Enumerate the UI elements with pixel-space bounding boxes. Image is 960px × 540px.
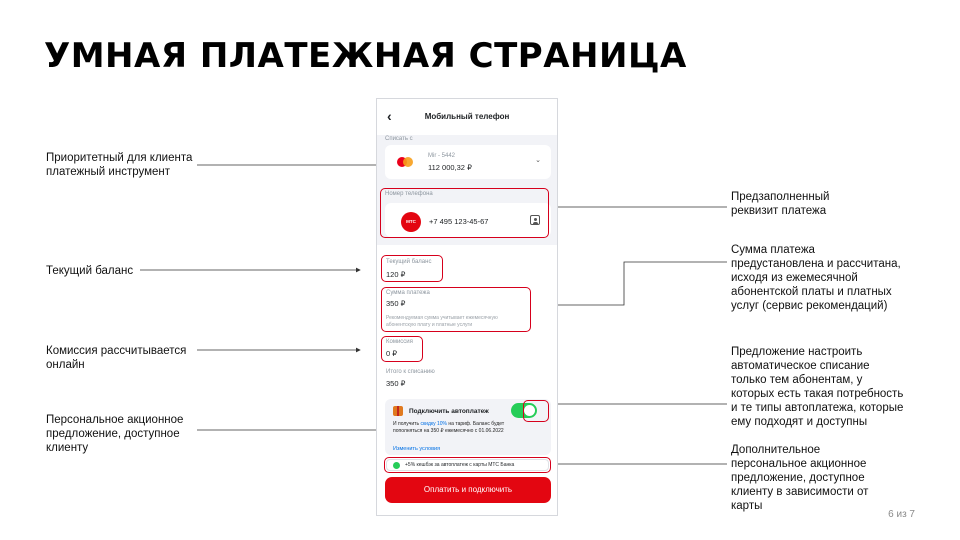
- autopay-text-end: на тариф. Баланс будет пополняться на 350 ₽ ежемесячно с 01.06.2022: [393, 421, 505, 434]
- chevron-left-icon[interactable]: ‹: [387, 108, 392, 124]
- commission-value: 0 ₽: [386, 349, 398, 358]
- discount-link[interactable]: скидку 10%: [420, 421, 448, 427]
- payment-amount-label: Сумма платежа: [386, 290, 430, 296]
- total-value: 350 ₽: [386, 379, 406, 388]
- phone-number-label: Номер телефона: [385, 191, 433, 197]
- phone-number-value: +7 495 123-45-67: [429, 217, 489, 226]
- payment-card-selector[interactable]: [385, 145, 551, 179]
- annotation-personal-offer: Персональное акционное предложение, доступное клиенту: [46, 414, 184, 454]
- gift-icon: [393, 406, 403, 416]
- highlight-balance: [381, 255, 443, 282]
- chevron-down-icon: ⌄: [535, 157, 541, 164]
- commission-label: Комиссия: [386, 339, 413, 345]
- balance-value: 120 ₽: [386, 270, 406, 279]
- highlight-payment-amount: [381, 287, 531, 332]
- autopay-text-start: И получить: [393, 421, 421, 427]
- connector-payment-amount: [534, 262, 727, 305]
- autopay-description: [393, 421, 525, 434]
- mastercard-icon: [397, 157, 413, 167]
- highlight-phone: [380, 188, 549, 238]
- pay-and-connect-button[interactable]: Оплатить и подключить: [385, 477, 551, 503]
- payment-amount-input[interactable]: 350 ₽: [386, 299, 406, 308]
- phone-screen: [376, 98, 558, 516]
- annotation-additional-offer: Дополнительное персональное акционное предложение, доступное клиенту в зависимости от карты: [731, 444, 869, 512]
- highlight-cashback: [384, 457, 551, 473]
- annotation-commission: Комиссия рассчитывается онлайн: [46, 345, 187, 371]
- highlight-commission: [381, 336, 423, 362]
- annotation-payment-amount: Сумма платежа предустановлена и рассчитана, исходя из ежемесячной абонентской платы и платных услуг (сервис рекомендаций): [731, 244, 901, 312]
- annotation-payment-instrument: Приоритетный для клиента платежный инструмент: [46, 152, 193, 178]
- annotation-prefilled-requisite: Предзаполненный реквизит платежа: [731, 191, 830, 217]
- card-name: Mir - 5442: [428, 153, 456, 159]
- page-number: 6 из 7: [888, 509, 915, 520]
- annotation-autopay-offer: Предложение настроить автоматическое списание только тем абонентам, у которых есть такая потребность и те типы автоплатежа, которые ему подходят и доступны: [731, 346, 904, 428]
- balance-label: Текущий баланс: [386, 259, 432, 265]
- annotation-current-balance: Текущий баланс: [46, 265, 134, 277]
- screen-title: Мобильный телефон: [424, 112, 510, 121]
- total-label: Итого к списанию: [386, 369, 435, 375]
- debit-from-label: Списать с: [385, 136, 413, 142]
- change-terms-link[interactable]: Изменить условия: [393, 446, 441, 452]
- payment-amount-hint: Рекомендуемая сумма учитывает ежемесячную абонентскую плату и платные услуги: [386, 315, 498, 328]
- autopay-title: Подключить автоплатеж: [409, 408, 489, 415]
- cashback-text: +5% кешбэк за автоплатеж с карты МТС Банка: [405, 462, 515, 468]
- phone-header: [377, 99, 557, 135]
- slide-title: УМНАЯ ПЛАТЕЖНАЯ СТРАНИЦА: [44, 36, 687, 76]
- highlight-toggle: [523, 400, 549, 422]
- mts-logo: МТС: [401, 212, 421, 232]
- card-balance: 112 000,32 ₽: [428, 163, 472, 172]
